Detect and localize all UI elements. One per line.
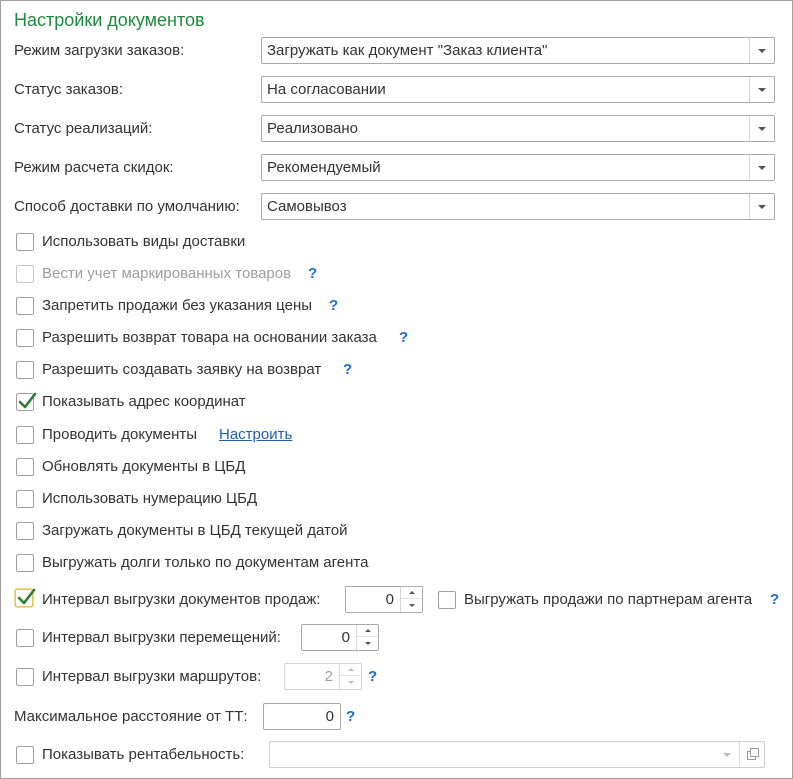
partners-checkbox[interactable] <box>438 591 456 609</box>
sale-status-label: Статус реализаций: <box>14 120 153 137</box>
delivery-method-select[interactable] <box>261 193 775 220</box>
order-status-select[interactable] <box>261 76 775 103</box>
marked-goods-label: Вести учет маркированных товаров <box>42 265 292 282</box>
forbid-no-price-checkbox[interactable] <box>16 297 34 315</box>
chevron-down-icon[interactable] <box>749 77 774 102</box>
open-icon[interactable] <box>739 742 764 767</box>
allow-return-label: Разрешить возврат товара на основании заказа <box>42 329 377 346</box>
chevron-down-icon[interactable] <box>714 742 739 767</box>
profitability-label: Показывать рентабельность: <box>42 746 245 763</box>
sale-status-select[interactable] <box>261 115 775 142</box>
interval-moves-label: Интервал выгрузки перемещений: <box>42 629 281 646</box>
help-icon[interactable]: ? <box>368 668 378 685</box>
discount-mode-value: Рекомендуемый <box>267 159 381 176</box>
partners-label: Выгружать продажи по партнерам агента <box>464 591 753 608</box>
interval-sales-spinner[interactable] <box>345 586 423 613</box>
interval-moves-value: 0 <box>341 629 350 646</box>
help-icon[interactable]: ? <box>399 329 409 346</box>
show-address-label: Показывать адрес координат <box>42 393 246 410</box>
agent-debts-label: Выгружать долги только по документам агента <box>42 554 369 571</box>
help-icon[interactable]: ? <box>308 265 318 282</box>
chevron-down-icon[interactable] <box>749 155 774 180</box>
interval-sales-label: Интервал выгрузки документов продаж: <box>42 591 321 608</box>
spin-down-icon[interactable] <box>357 637 378 649</box>
return-request-label: Разрешить создавать заявку на возврат <box>42 361 322 378</box>
discount-mode-select[interactable] <box>261 154 775 181</box>
interval-sales-value: 0 <box>385 591 394 608</box>
interval-routes-label: Интервал выгрузки маршрутов: <box>42 668 262 685</box>
max-distance-input[interactable] <box>263 703 341 730</box>
chevron-down-icon[interactable] <box>749 38 774 63</box>
spin-up-icon[interactable] <box>401 587 422 599</box>
spin-up-icon[interactable] <box>340 664 361 676</box>
checkmark-icon <box>17 391 37 411</box>
order-status-value: На согласовании <box>267 81 386 98</box>
cbd-numbering-label: Использовать нумерацию ЦБД <box>42 490 258 507</box>
spin-down-icon[interactable] <box>340 676 361 688</box>
delivery-types-label: Использовать виды доставки <box>42 233 246 250</box>
help-icon[interactable]: ? <box>343 361 353 378</box>
spin-down-icon[interactable] <box>401 599 422 611</box>
delivery-types-checkbox[interactable] <box>16 233 34 251</box>
forbid-no-price-label: Запретить продажи без указания цены <box>42 297 313 314</box>
order-status-label: Статус заказов: <box>14 81 124 98</box>
profitability-select[interactable] <box>269 741 765 768</box>
chevron-down-icon[interactable] <box>749 116 774 141</box>
help-icon[interactable]: ? <box>770 591 780 608</box>
help-icon[interactable]: ? <box>346 708 356 725</box>
help-icon[interactable]: ? <box>329 297 339 314</box>
configure-link[interactable]: Настроить <box>219 426 293 443</box>
post-documents-checkbox[interactable] <box>16 426 34 444</box>
interval-routes-value: 2 <box>324 668 333 685</box>
interval-moves-spinner[interactable] <box>301 624 379 651</box>
current-date-checkbox[interactable] <box>16 522 34 540</box>
load-mode-select[interactable] <box>261 37 775 64</box>
show-address-checkbox[interactable] <box>16 393 34 411</box>
section-title: Настройки документов <box>14 10 205 30</box>
return-request-checkbox[interactable] <box>16 361 34 379</box>
allow-return-checkbox[interactable] <box>16 329 34 347</box>
load-mode-value: Загружать как документ "Заказ клиента" <box>267 42 548 59</box>
marked-goods-checkbox[interactable] <box>16 265 34 283</box>
checkmark-icon <box>16 587 36 607</box>
interval-routes-checkbox[interactable] <box>16 668 34 686</box>
cbd-numbering-checkbox[interactable] <box>16 490 34 508</box>
interval-routes-spinner[interactable] <box>284 663 362 690</box>
current-date-label: Загружать документы в ЦБД текущей датой <box>42 522 348 539</box>
max-distance-label: Максимальное расстояние от ТТ: <box>14 708 248 725</box>
interval-moves-checkbox[interactable] <box>16 629 34 647</box>
sale-status-value: Реализовано <box>267 120 358 137</box>
update-cbd-checkbox[interactable] <box>16 458 34 476</box>
chevron-down-icon[interactable] <box>749 194 774 219</box>
delivery-method-value: Самовывоз <box>267 198 347 215</box>
interval-sales-checkbox[interactable] <box>15 589 33 607</box>
post-documents-label: Проводить документы <box>42 426 198 443</box>
load-mode-label: Режим загрузки заказов: <box>14 42 185 59</box>
update-cbd-label: Обновлять документы в ЦБД <box>42 458 246 475</box>
delivery-method-label: Способ доставки по умолчанию: <box>14 198 240 215</box>
agent-debts-checkbox[interactable] <box>16 554 34 572</box>
spin-up-icon[interactable] <box>357 625 378 637</box>
max-distance-value: 0 <box>325 708 334 725</box>
discount-mode-label: Режим расчета скидок: <box>14 159 174 176</box>
profitability-checkbox[interactable] <box>16 746 34 764</box>
